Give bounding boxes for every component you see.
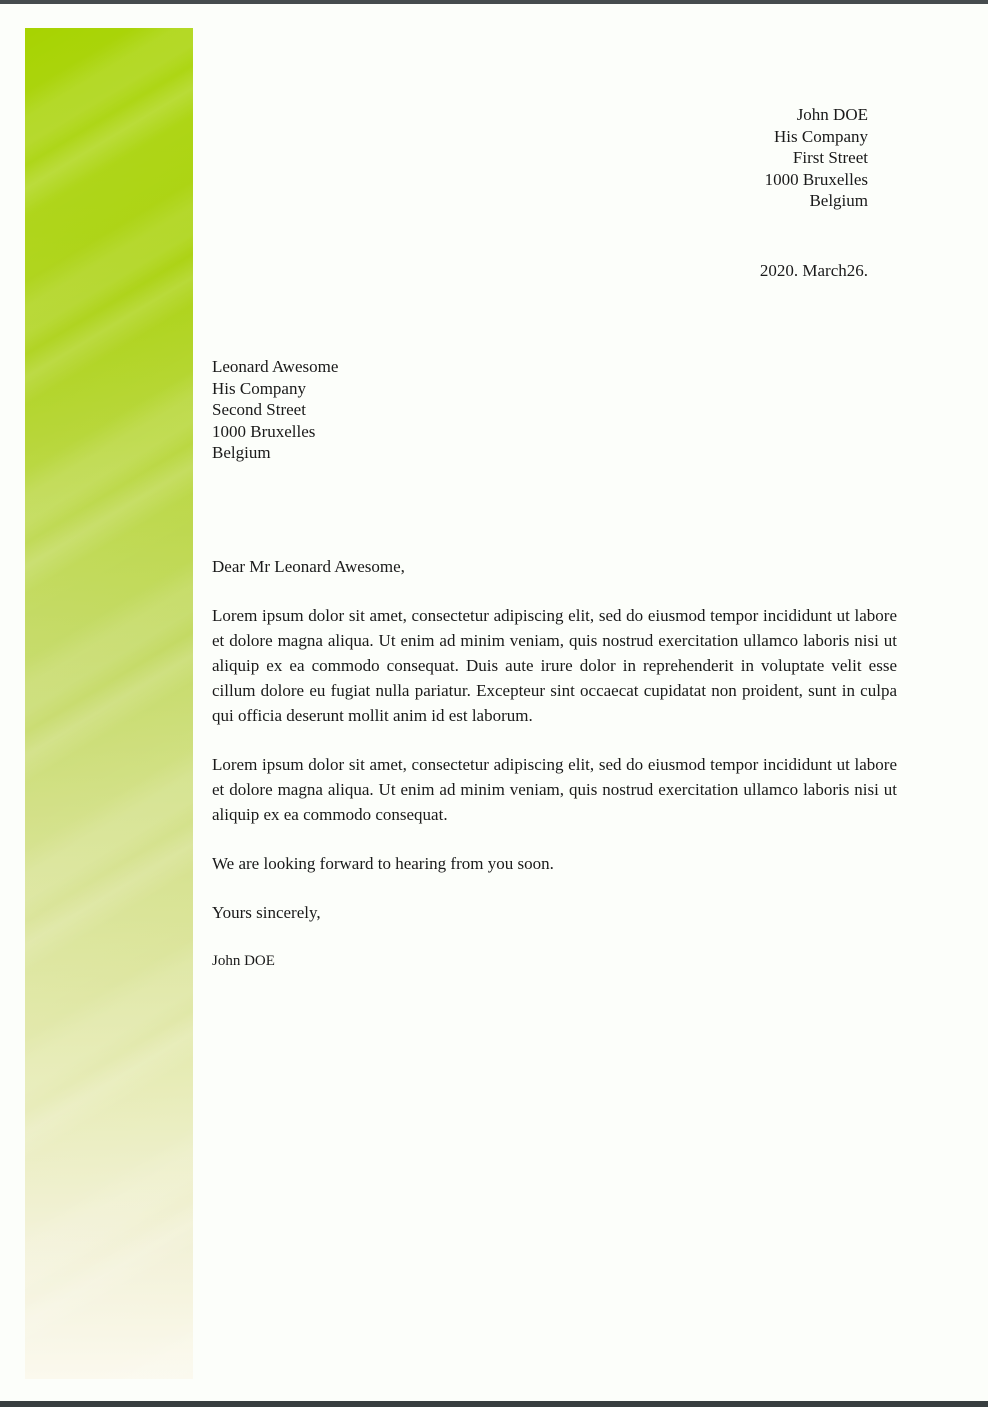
sender-city: 1000 Bruxelles: [764, 169, 868, 189]
body-paragraph-2: Lorem ipsum dolor sit amet, consectetur adipiscing elit, sed do eiusmod tempor incididunt ut labore et dolore magna aliqua. Ut enim ad minim veniam, quis nostrud exercitation ullamco laboris nisi ut aliquip ex ea commodo consequat.: [212, 755, 897, 824]
top-border-bar: [0, 0, 988, 4]
sender-name: John DOE: [796, 105, 868, 124]
sender-street: First Street: [792, 148, 868, 167]
bottom-border-bar: [0, 1401, 988, 1407]
recipient-street: Second Street: [212, 400, 306, 419]
salutation: Dear Mr Leonard Awesome,: [212, 557, 405, 576]
closing-line: We are looking forward to hearing from you soon.: [212, 854, 554, 873]
letterhead-gradient-band: [25, 28, 193, 1379]
sender-country: Belgium: [809, 191, 868, 210]
sender-address-block: [765, 104, 868, 212]
signature-name: John DOE: [212, 953, 275, 969]
letter-body: [212, 554, 897, 998]
recipient-address-block: [212, 356, 338, 464]
recipient-name: Leonard Awesome: [212, 357, 339, 376]
date-line: 2020. March26.: [759, 261, 868, 280]
body-paragraph-1: Lorem ipsum dolor sit amet, consectetur adipiscing elit, sed do eiusmod tempor incididunt ut labore et dolore magna aliqua. Ut enim ad minim veniam, quis nostrud exercitation ullamco laboris nisi ut aliquip ex ea commodo consequat. Duis aute irure dolor in reprehenderit in voluptate velit esse cillum dolore eu fugiat nulla pariatur. Excepteur sint occaecat cupidatat non proident, sunt in culpa qui officia deserunt mollit anim id est laborum.: [212, 606, 897, 725]
recipient-country: Belgium: [212, 443, 271, 462]
valediction: Yours sincerely,: [212, 903, 321, 922]
recipient-city: 1000 Bruxelles: [212, 421, 316, 441]
sender-company: His Company: [774, 126, 868, 146]
recipient-company: His Company: [212, 378, 306, 398]
